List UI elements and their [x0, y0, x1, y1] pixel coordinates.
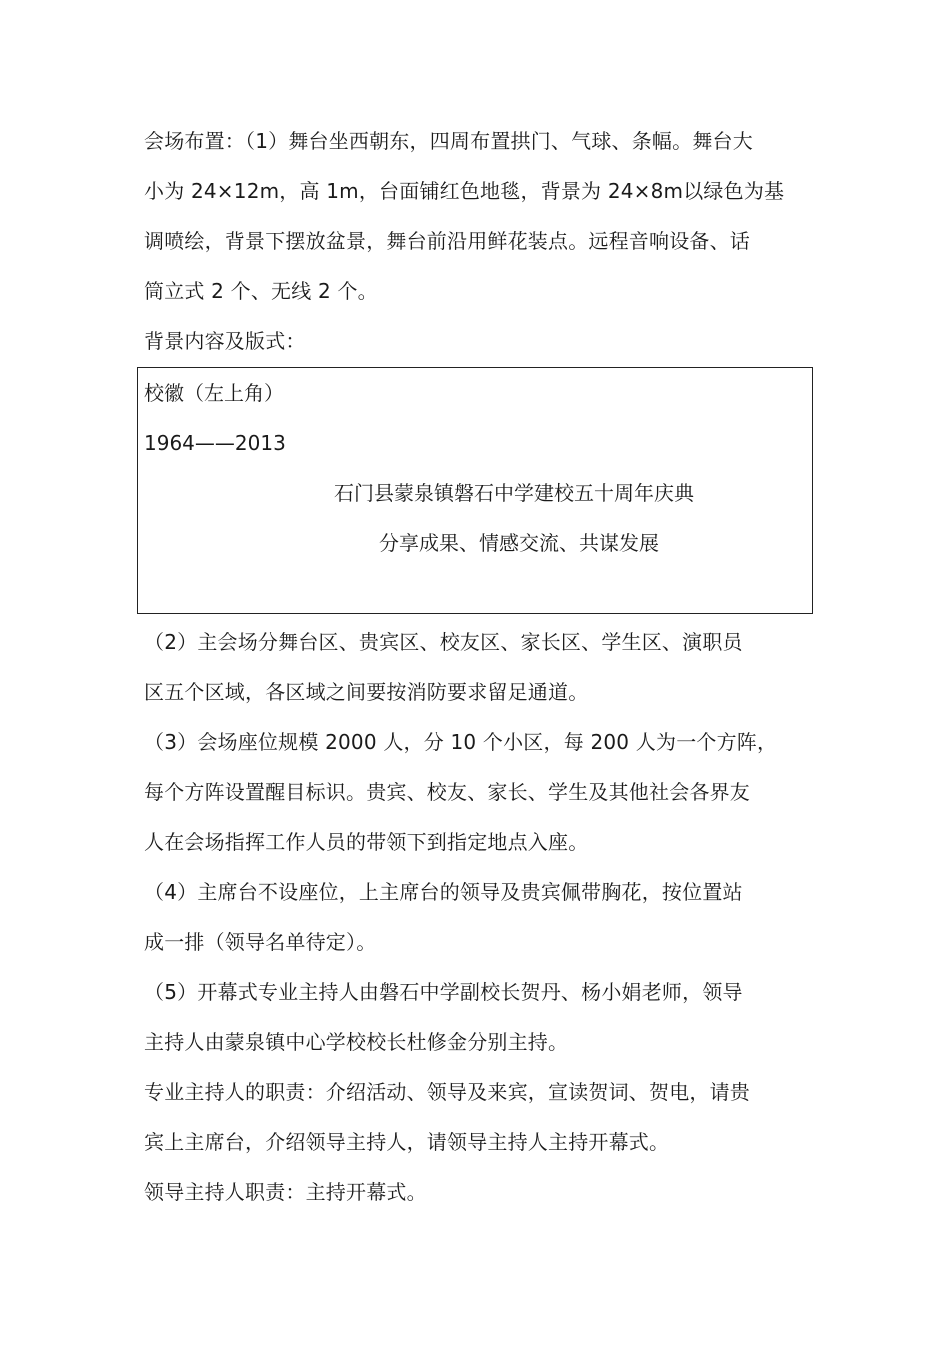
backdrop-title: 石门县蒙泉镇磐石中学建校五十周年庆典: [334, 481, 694, 505]
paragraph-line: 人在会场指挥工作人员的带领下到指定地点入座。: [144, 830, 589, 854]
backdrop-slogan: 分享成果、情感交流、共谋发展: [379, 531, 659, 555]
backdrop-layout-box: [137, 367, 813, 614]
paragraph-line: （4）主席台不设座位，上主席台的领导及贵宾佩带胸花，按位置站: [144, 880, 743, 904]
section-label: 背景内容及版式：: [144, 329, 306, 353]
paragraph-line: 区五个区域，各区域之间要按消防要求留足通道。: [144, 680, 589, 704]
paragraph-line: 筒立式 2 个、无线 2 个。: [144, 279, 378, 303]
emblem-label: 校徽（左上角）: [144, 381, 284, 405]
paragraph-line: 主持人由蒙泉镇中心学校校长杜修金分别主持。: [144, 1030, 569, 1054]
paragraph-line: 成一排（领导名单待定）。: [144, 930, 377, 954]
paragraph-line: 调喷绘，背景下摆放盆景，舞台前沿用鲜花装点。远程音响设备、话: [144, 229, 750, 253]
paragraph-line: （2）主会场分舞台区、贵宾区、校友区、家长区、学生区、演职员: [144, 630, 743, 654]
paragraph-line: 每个方阵设置醒目标识。贵宾、校友、家长、学生及其他社会各界友: [144, 780, 750, 804]
paragraph-line: 领导主持人职责：主持开幕式。: [144, 1180, 427, 1204]
paragraph-line: （3）会场座位规模 2000 人，分 10 个小区，每 200 人为一个方阵，: [144, 730, 778, 754]
paragraph-line: 宾上主席台，介绍领导主持人，请领导主持人主持开幕式。: [144, 1130, 670, 1154]
years-label: 1964——2013: [144, 431, 286, 455]
paragraph-line: 会场布置：（1）舞台坐西朝东，四周布置拱门、气球、条幅。舞台大: [144, 129, 753, 153]
paragraph-line: 小为 24×12m，高 1m，台面铺红色地毯，背景为 24×8m以绿色为基: [144, 179, 785, 203]
paragraph-line: （5）开幕式专业主持人由磐石中学副校长贺丹、杨小娟老师，领导: [144, 980, 743, 1004]
paragraph-line: 专业主持人的职责：介绍活动、领导及来宾，宣读贺词、贺电，请贵: [144, 1080, 750, 1104]
